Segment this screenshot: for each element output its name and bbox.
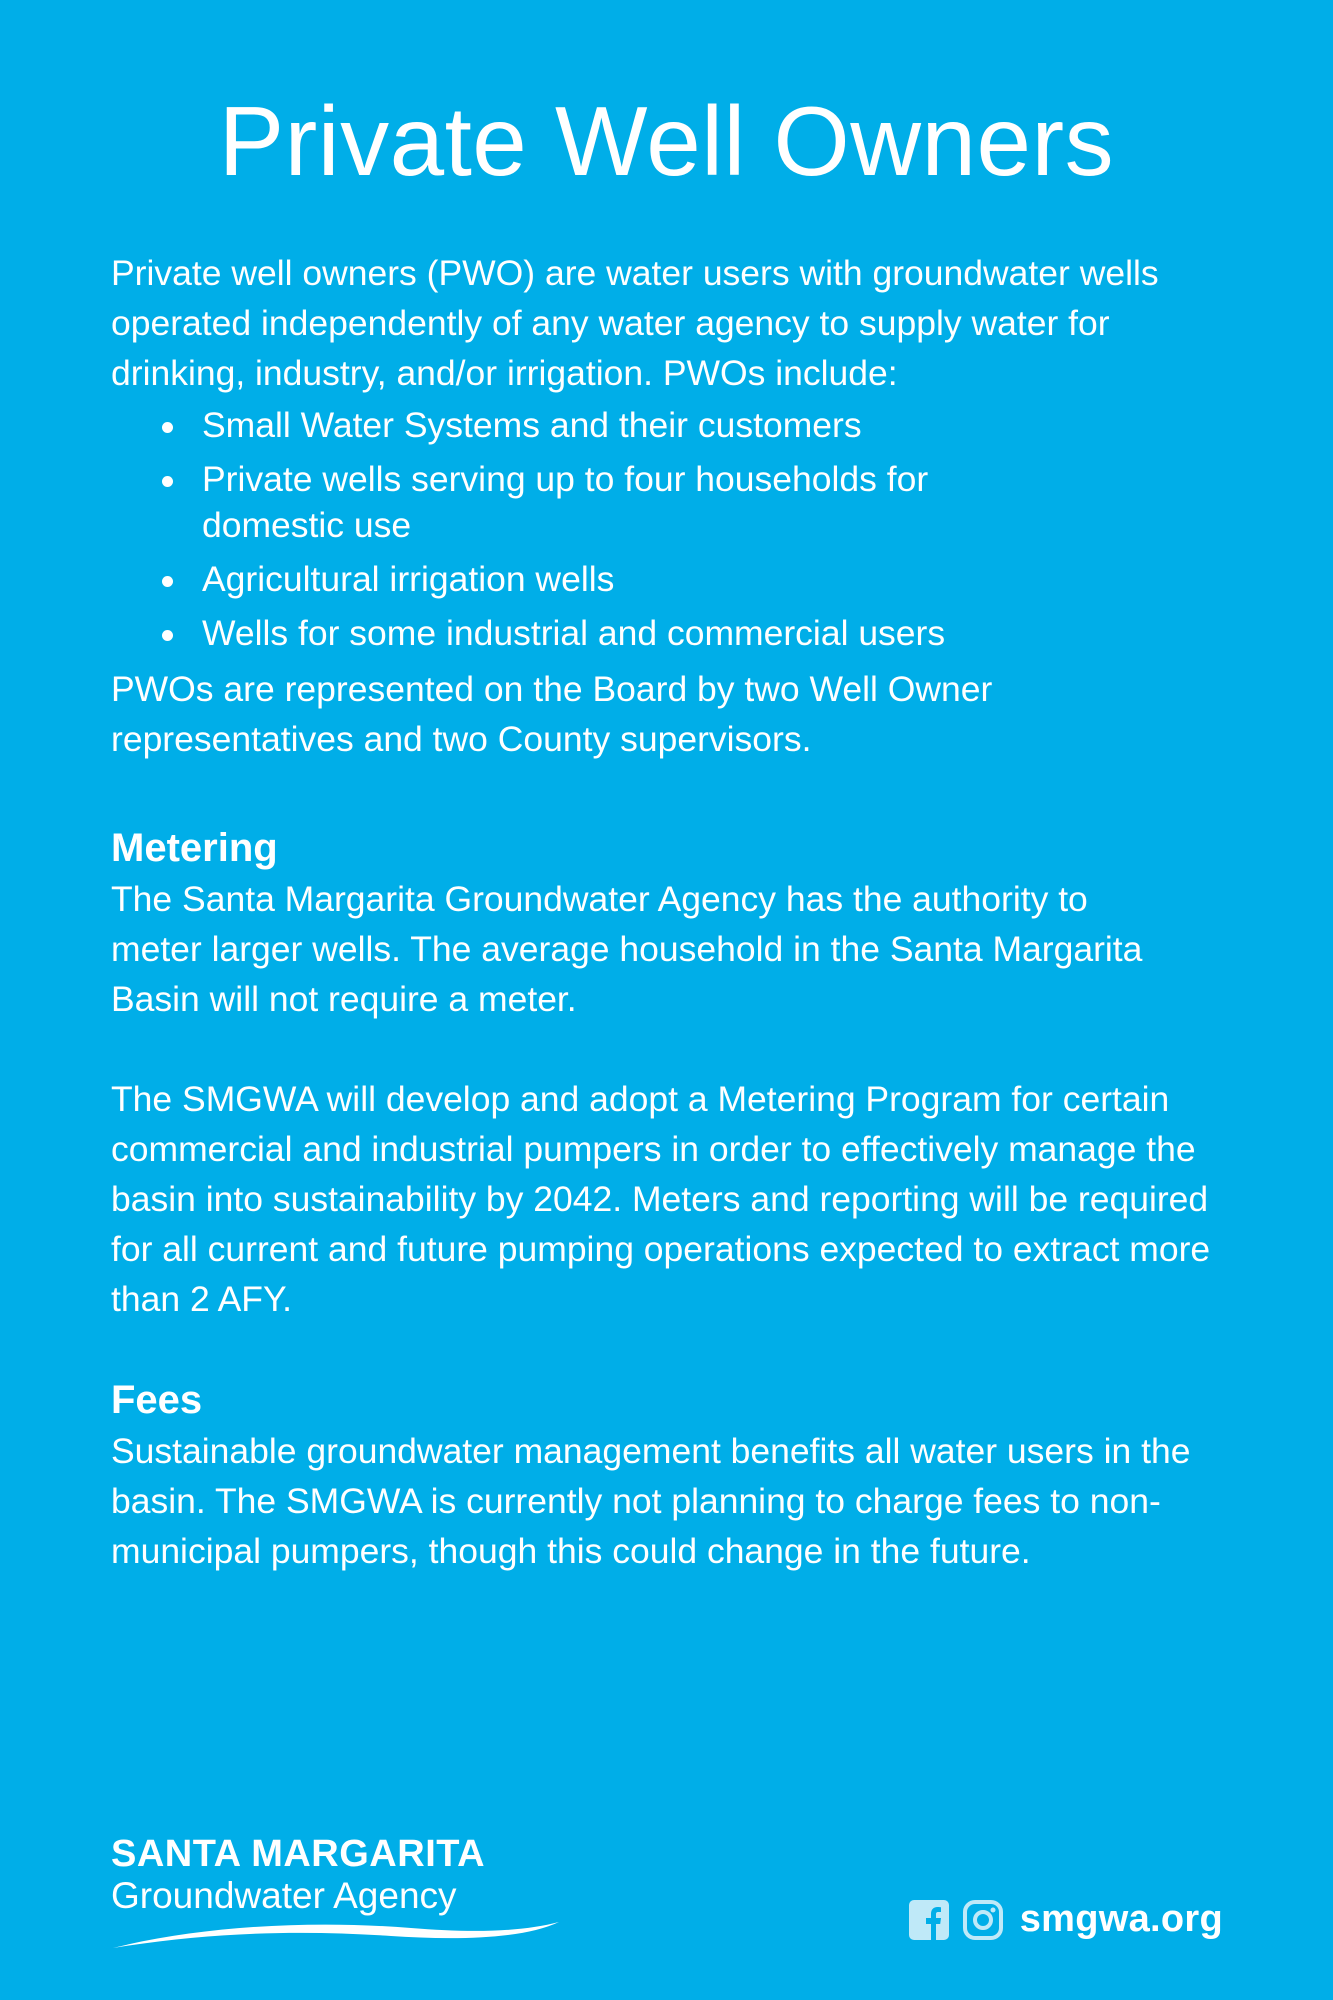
pwo-types-list bbox=[111, 402, 1231, 656]
page-title: Private Well Owners bbox=[218, 86, 1115, 196]
list-item: Wells for some industrial and commercial users bbox=[162, 610, 1231, 656]
social-links bbox=[908, 1898, 1223, 1941]
agency-logo bbox=[111, 1832, 561, 1952]
list-item: Private wells serving up to four households for domestic use bbox=[162, 456, 1231, 548]
fees-heading: Fees bbox=[111, 1378, 203, 1422]
metering-heading: Metering bbox=[111, 826, 278, 870]
website-link[interactable]: smgwa.org bbox=[1019, 1898, 1223, 1940]
logo-line-1: SANTA MARGARITA bbox=[111, 1833, 486, 1875]
metering-paragraph-1: The Santa Margarita Groundwater Agency has the authority to meter larger wells. The average household in the Santa Margarita Basin will not require a meter. bbox=[111, 879, 1143, 1019]
logo-swoosh-icon bbox=[111, 1918, 561, 1952]
fees-paragraph: Sustainable groundwater management benefits all water users in the basin. The SMGWA is currently not planning to charge fees to non-municipal pumpers, though this could change in the future. bbox=[111, 1431, 1191, 1571]
logo-line-2: Groundwater Agency bbox=[111, 1875, 457, 1916]
metering-paragraph-2: The SMGWA will develop and adopt a Metering Program for certain commercial and industrial pumpers in order to effectively manage the basin into sustainability by 2042. Meters and reporting will be required for all current and future pumping operations expected to extract more than 2 AFY. bbox=[111, 1079, 1211, 1319]
main-content bbox=[111, 248, 1231, 1576]
representation-paragraph: PWOs are represented on the Board by two Well Owner representatives and two County supervisors. bbox=[111, 669, 993, 759]
facebook-icon[interactable] bbox=[908, 1899, 950, 1941]
instagram-icon[interactable] bbox=[962, 1899, 1004, 1941]
list-item: Agricultural irrigation wells bbox=[162, 556, 1231, 602]
list-item: Small Water Systems and their customers bbox=[162, 402, 1231, 448]
intro-paragraph: Private well owners (PWO) are water users with groundwater wells operated independently of any water agency to supply water for drinking, industry, and/or irrigation. PWOs include: bbox=[111, 253, 1159, 393]
